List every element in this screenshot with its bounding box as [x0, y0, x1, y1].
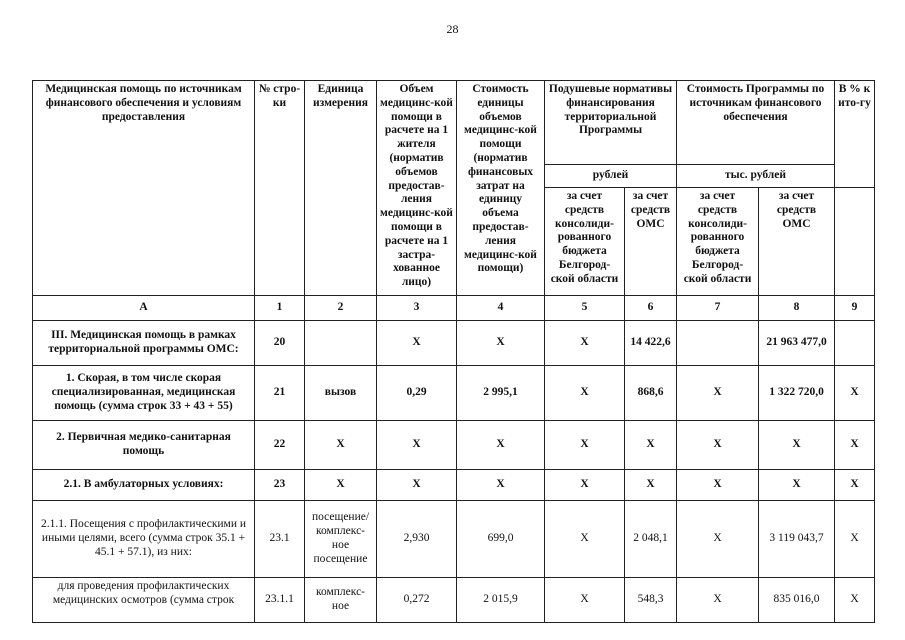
per-capita-oms-cell: X — [625, 470, 677, 501]
volume-cell: 2,930 — [377, 501, 457, 578]
unit-cell — [305, 321, 377, 366]
header-col-2: Единица измерения — [305, 81, 377, 296]
cost-oms-cell: X — [759, 470, 835, 501]
volume-cell: X — [377, 321, 457, 366]
row-name: 2.1.1. Посещения с профилактическими и иными целями, всего (сумма строк 35.1 + 45.1 + 57.1), из них: — [33, 501, 255, 578]
per-capita-oms-cell: 2 048,1 — [625, 501, 677, 578]
per-capita-budget-cell: X — [545, 470, 625, 501]
per-capita-budget-cell: X — [545, 421, 625, 470]
index-cell: 9 — [835, 296, 875, 321]
volume-cell: X — [377, 421, 457, 470]
header-col-1: № стро-ки — [255, 81, 305, 296]
header-unit-rub: рублей — [545, 165, 677, 188]
header-empty-9 — [835, 188, 875, 296]
cost-budget-cell: X — [677, 366, 759, 421]
header-sub-budget-5: за счет средств консолиди-рованного бюджета Белгород-ской области — [545, 188, 625, 296]
header-sub-oms-6: за счет средств ОМС — [625, 188, 677, 296]
unit-cell: вызов — [305, 366, 377, 421]
header-col-9: В % к ито-гу — [835, 81, 875, 188]
volume-cell: 0,272 — [377, 578, 457, 623]
percent-cell: X — [835, 366, 875, 421]
row-number: 23 — [255, 470, 305, 501]
index-cell: 6 — [625, 296, 677, 321]
table-row — [33, 366, 875, 421]
row-name: 2. Первичная медико-санитарная помощь — [33, 421, 255, 470]
cost-budget-cell: X — [677, 421, 759, 470]
header-col-4: Стоимость единицы объемов медицинс-кой помощи (норматив финансовых затрат на единицу объема предостав-ления медицинс-кой помощи) — [457, 81, 545, 296]
index-row — [33, 296, 875, 321]
cost-oms-cell: 3 119 043,7 — [759, 501, 835, 578]
unit-cost-cell: X — [457, 470, 545, 501]
index-cell: 3 — [377, 296, 457, 321]
row-name: 1. Скорая, в том числе скорая специализированная, медицинская помощь (сумма строк 33 + 43 + 55) — [33, 366, 255, 421]
cost-oms-cell: 1 322 720,0 — [759, 366, 835, 421]
table-row — [33, 321, 875, 366]
unit-cost-cell: 699,0 — [457, 501, 545, 578]
percent-cell: X — [835, 470, 875, 501]
unit-cost-cell: X — [457, 321, 545, 366]
percent-cell: X — [835, 501, 875, 578]
header-group-cost: Стоимость Программы по источникам финансового обеспечения — [677, 81, 835, 165]
per-capita-budget-cell: X — [545, 321, 625, 366]
row-number: 20 — [255, 321, 305, 366]
row-number: 21 — [255, 366, 305, 421]
header-sub-oms-8: за счет средств ОМС — [759, 188, 835, 296]
unit-cell: X — [305, 470, 377, 501]
unit-cost-cell: X — [457, 421, 545, 470]
table-row — [33, 501, 875, 578]
percent-cell: X — [835, 578, 875, 623]
row-number: 22 — [255, 421, 305, 470]
program-cost-table — [32, 80, 875, 623]
unit-cost-cell: 2 995,1 — [457, 366, 545, 421]
table-row — [33, 421, 875, 470]
unit-cell: комплекс-ное — [305, 578, 377, 623]
per-capita-budget-cell: X — [545, 501, 625, 578]
index-cell: 5 — [545, 296, 625, 321]
page-number: 28 — [446, 22, 459, 36]
index-cell: А — [33, 296, 255, 321]
row-number: 23.1 — [255, 501, 305, 578]
unit-cell: X — [305, 421, 377, 470]
row-name: 2.1. В амбулаторных условиях: — [33, 470, 255, 501]
cost-budget-cell: X — [677, 501, 759, 578]
cost-budget-cell: X — [677, 470, 759, 501]
cost-oms-cell: X — [759, 421, 835, 470]
percent-cell: X — [835, 421, 875, 470]
cost-oms-cell: 835 016,0 — [759, 578, 835, 623]
per-capita-oms-cell: 14 422,6 — [625, 321, 677, 366]
header-col-a: Медицинская помощь по источникам финансового обеспечения и условиям предоставления — [33, 81, 255, 296]
header-sub-budget-7: за счет средств консолиди-рованного бюджета Белгород-ской области — [677, 188, 759, 296]
header-group-per-capita: Подушевые нормативы финансирования территориальной Программы — [545, 81, 677, 165]
cost-oms-cell: 21 963 477,0 — [759, 321, 835, 366]
index-cell: 2 — [305, 296, 377, 321]
header-col-3: Объем медицинс-кой помощи в расчете на 1 жителя (норматив объемов предостав-ления медицинс-кой помощи в расчете на 1 застра-хованное лицо) — [377, 81, 457, 296]
per-capita-oms-cell: 868,6 — [625, 366, 677, 421]
index-cell: 8 — [759, 296, 835, 321]
header-unit-thous: тыс. рублей — [677, 165, 835, 188]
index-cell: 4 — [457, 296, 545, 321]
volume-cell: 0,29 — [377, 366, 457, 421]
per-capita-budget-cell: X — [545, 578, 625, 623]
per-capita-oms-cell: X — [625, 421, 677, 470]
index-cell: 1 — [255, 296, 305, 321]
table-row — [33, 470, 875, 501]
row-number: 23.1.1 — [255, 578, 305, 623]
unit-cost-cell: 2 015,9 — [457, 578, 545, 623]
cost-budget-cell: X — [677, 578, 759, 623]
per-capita-oms-cell: 548,3 — [625, 578, 677, 623]
cost-budget-cell — [677, 321, 759, 366]
per-capita-budget-cell: X — [545, 366, 625, 421]
table-row — [33, 578, 875, 623]
index-cell: 7 — [677, 296, 759, 321]
percent-cell — [835, 321, 875, 366]
row-name: III. Медицинская помощь в рамках территориальной программы ОМС: — [33, 321, 255, 366]
row-name: для проведения профилактических медицинских осмотров (сумма строк — [33, 578, 255, 623]
volume-cell: X — [377, 470, 457, 501]
unit-cell: посещение/ комплекс-ное посещение — [305, 501, 377, 578]
